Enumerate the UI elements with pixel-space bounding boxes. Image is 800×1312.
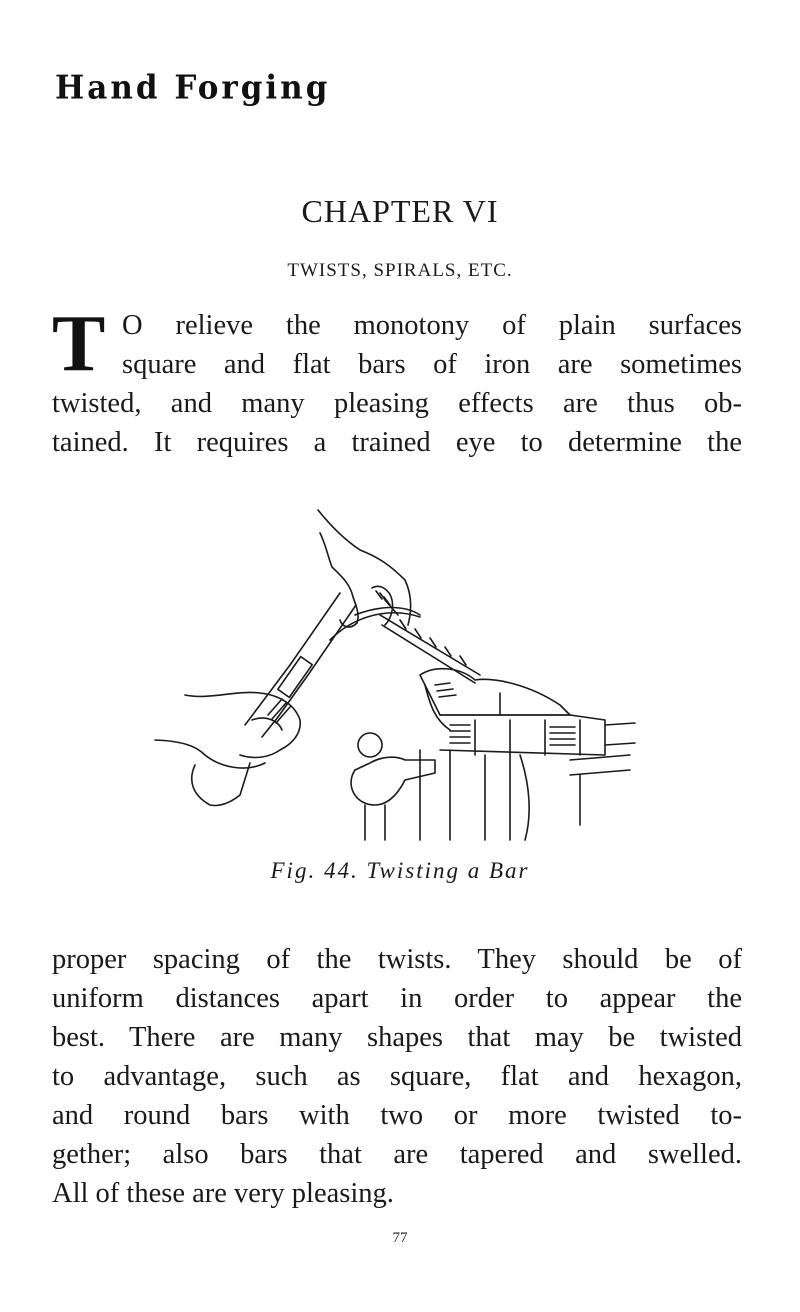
upper-hand-icon [318, 510, 411, 627]
text-line: square and flat bars of iron are sometimes [122, 349, 742, 380]
page-number: 77 [392, 1230, 408, 1246]
text-line: tained. It requires a trained eye to determine the [52, 427, 742, 458]
figure-illustration [150, 505, 650, 845]
paragraph-continued [52, 940, 742, 1213]
text-line: gether; also bars that are tapered and swelled. [52, 1139, 742, 1170]
text-line: and round bars with two or more twisted to- [52, 1100, 742, 1131]
text-line: best. There are many shapes that may be twisted [52, 1022, 742, 1053]
text-line: uniform distances apart in order to appear the [52, 983, 742, 1014]
section-title: TWISTS, SPIRALS, ETC. [287, 260, 513, 281]
figure-caption: Fig. 44. Twisting a Bar [270, 858, 530, 883]
text-line: twisted, and many pleasing effects are thus ob- [52, 388, 742, 419]
lower-hand-icon [155, 692, 300, 805]
paragraph-intro [52, 300, 742, 462]
drop-cap: T [52, 300, 106, 388]
text-line: to advantage, such as square, flat and hexagon, [52, 1061, 742, 1092]
twisting-wrench-icon [245, 593, 420, 737]
chapter-title: CHAPTER VI [301, 193, 499, 229]
text-line: All of these are very pleasing. [52, 1178, 394, 1209]
running-head: Hand Forging [55, 69, 331, 107]
vise-icon [351, 669, 635, 840]
text-line: proper spacing of the twists. They should be of [52, 944, 742, 975]
text-line: O relieve the monotony of plain surfaces [122, 310, 742, 341]
